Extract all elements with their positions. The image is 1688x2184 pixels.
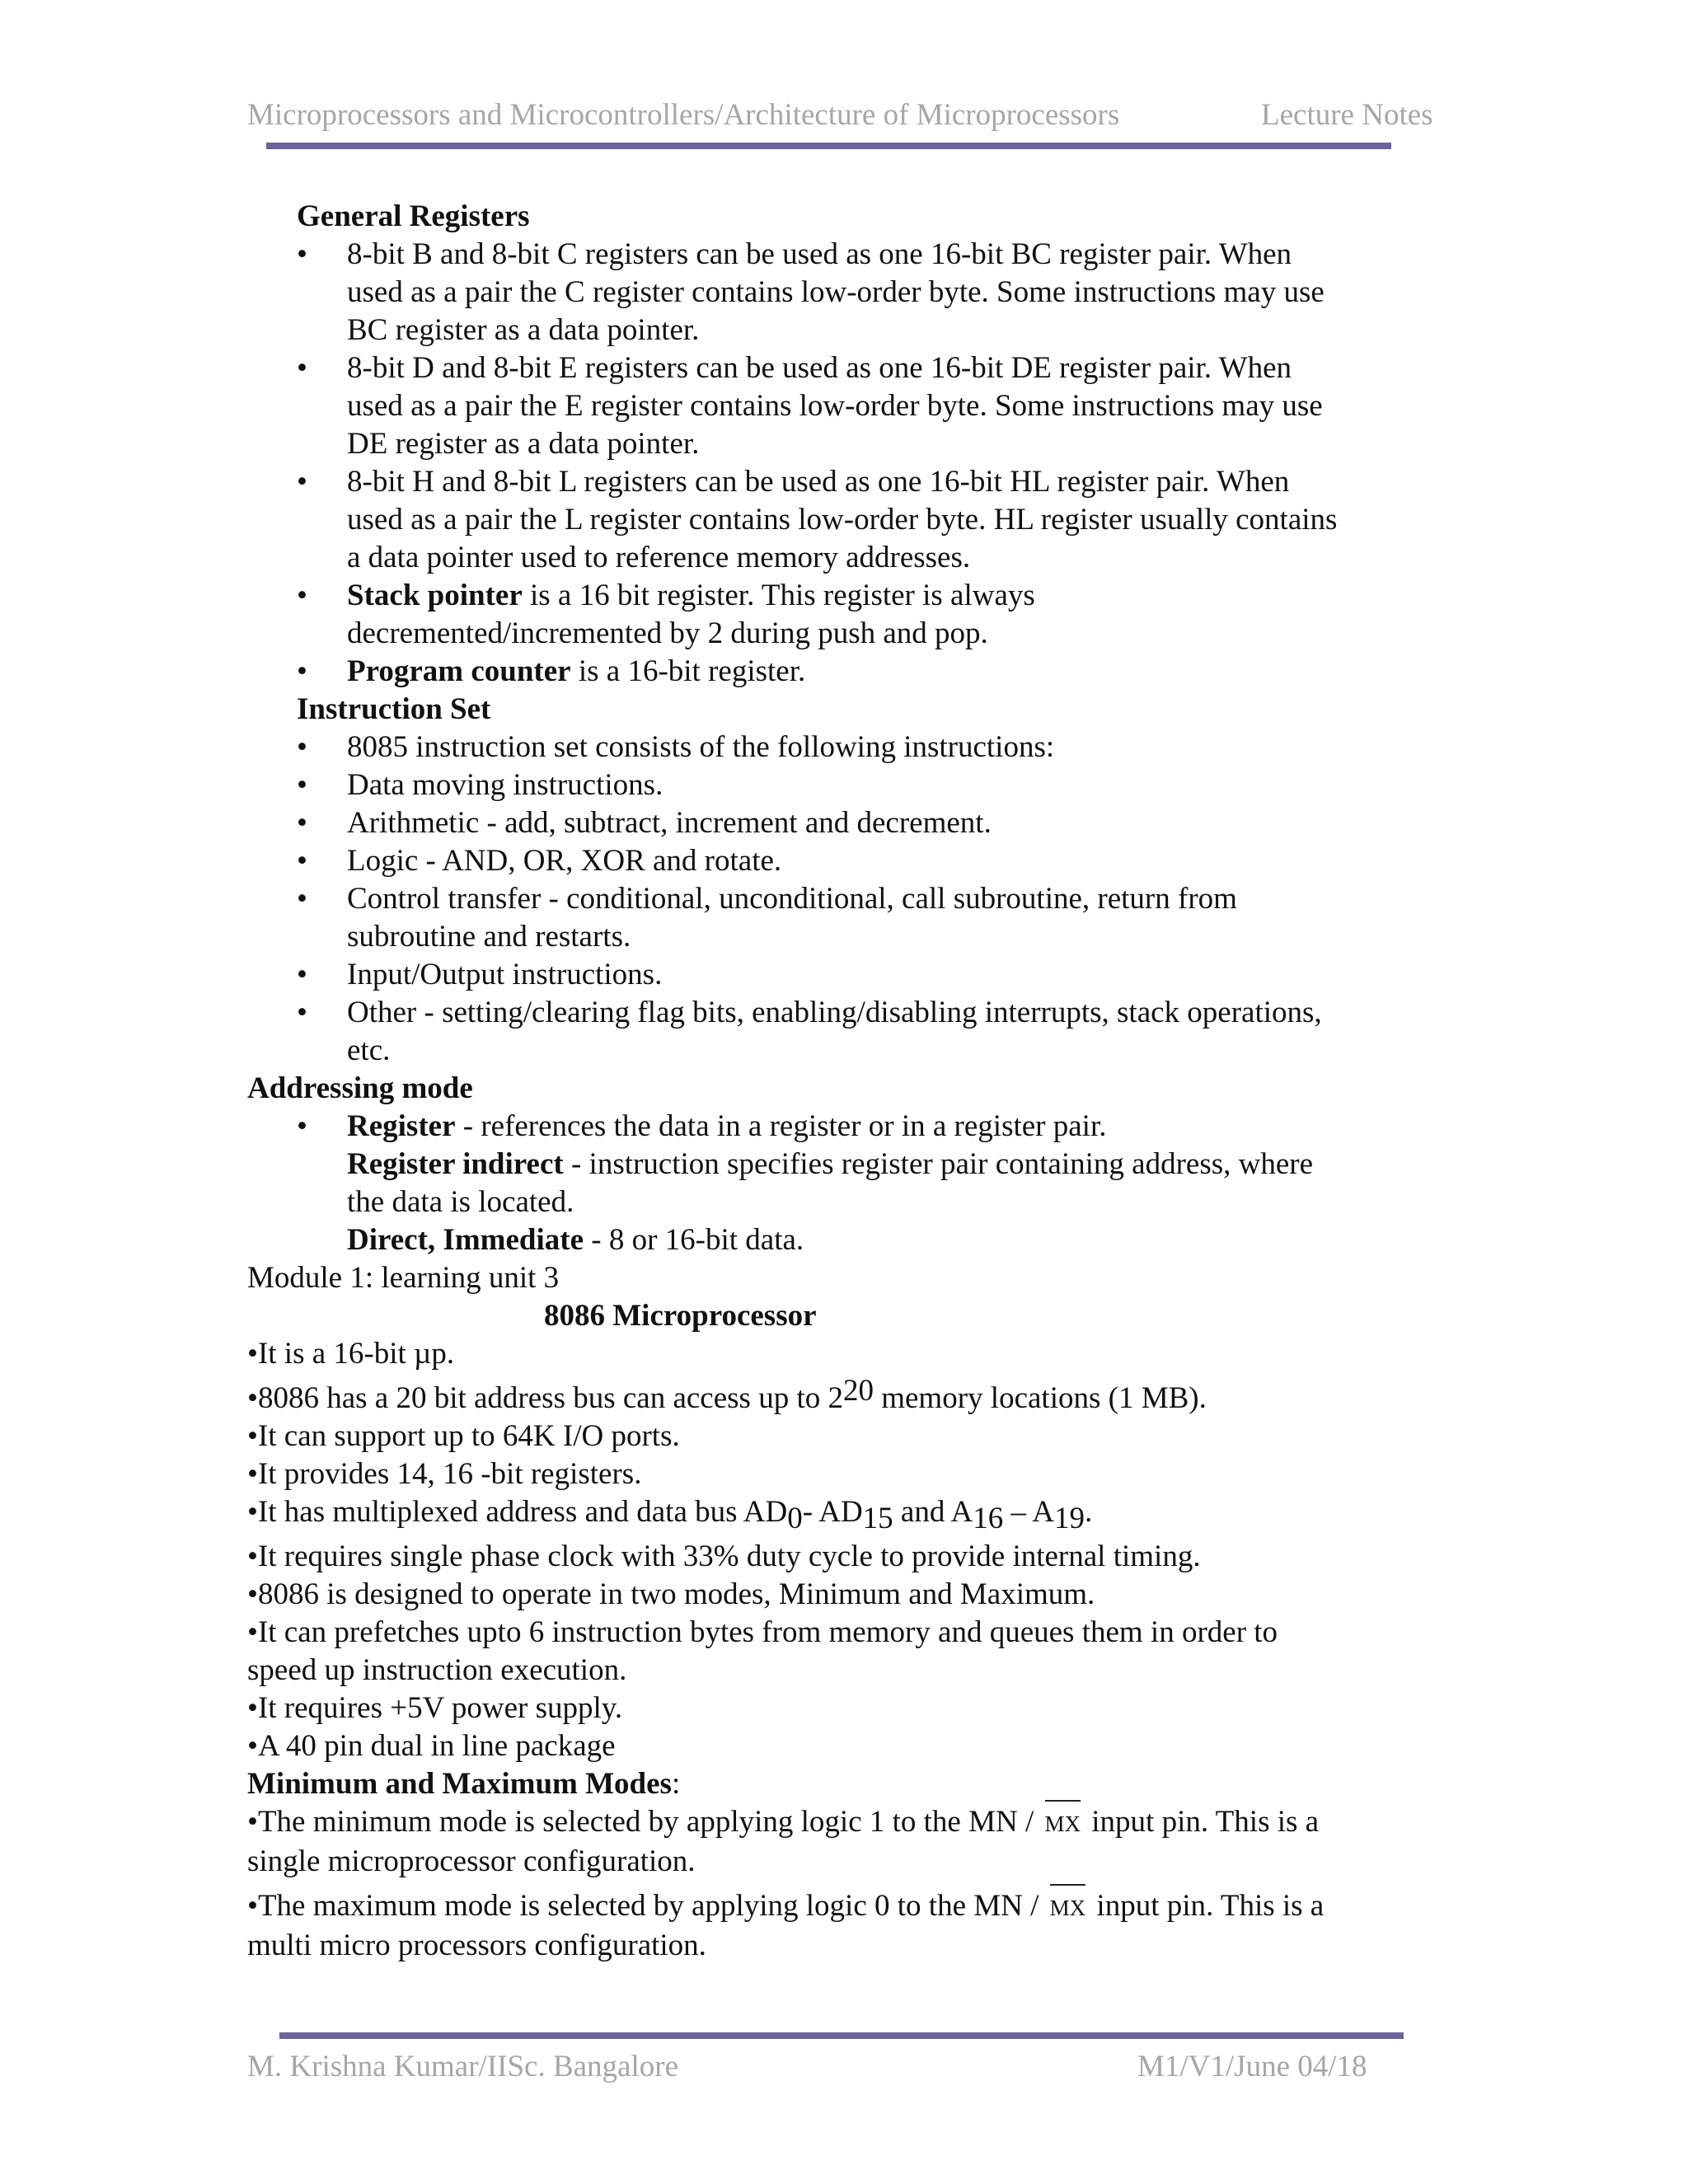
- bullet: •: [297, 996, 307, 1029]
- bullet: •: [297, 882, 307, 916]
- list-item: • Logic - AND, OR, XOR and rotate.: [247, 842, 1434, 880]
- paragraph: •8086 has a 20 bit address bus can access up to 220 memory locations (1 MB).: [247, 1374, 1207, 1415]
- paragraph-continuation: single microprocessor configuration.: [247, 1844, 696, 1878]
- list-item: • Control transfer - conditional, unconditional, call subroutine, return from: [247, 880, 1434, 918]
- module-line: Module 1: learning unit 3: [247, 1261, 560, 1295]
- addressing-mode-heading: Addressing mode: [247, 1071, 473, 1105]
- paragraph: •It has multiplexed address and data bus AD0- AD15 and A16 – A19.: [247, 1495, 1093, 1535]
- paragraph: •It can prefetches upto 6 instruction bytes from memory and queues them in order to: [247, 1615, 1278, 1649]
- paragraph-max-mode: •The maximum mode is selected by applying logic 0 to the MN / MX input pin. This is a: [247, 1887, 1434, 1927]
- list-item-continuation: the data is located.: [347, 1185, 574, 1219]
- bullet: •: [297, 768, 307, 802]
- list-item-stack-pointer: • Stack pointer is a 16 bit register. This register is always: [247, 577, 1434, 615]
- list-item-continuation: decremented/incremented by 2 during push and pop.: [347, 616, 988, 650]
- general-registers-heading: General Registers: [297, 199, 530, 233]
- mx-overline-label: MX: [1042, 1805, 1085, 1843]
- list-item-continuation: DE register as a data pointer.: [347, 427, 700, 461]
- bullet: •: [297, 1109, 307, 1143]
- bullet: •: [297, 806, 307, 840]
- paragraph: •A 40 pin dual in line package: [247, 1729, 616, 1763]
- bullet: •: [297, 237, 307, 271]
- list-item: • Other - setting/clearing flag bits, enabling/disabling interrupts, stack operations,: [247, 994, 1434, 1032]
- header-label: Lecture Notes: [1261, 98, 1433, 132]
- paragraph: •8086 is designed to operate in two modes, Minimum and Maximum.: [247, 1577, 1095, 1611]
- list-item-continuation: BC register as a data pointer.: [347, 313, 700, 347]
- instruction-set-heading: Instruction Set: [297, 692, 491, 726]
- list-item: • 8-bit D and 8-bit E registers can be used as one 16-bit DE register pair. When: [247, 349, 1434, 387]
- bullet: •: [297, 351, 307, 385]
- list-item: • 8-bit H and 8-bit L registers can be used as one 16-bit HL register pair. When: [247, 463, 1434, 501]
- footer-page-id: M1/V1/June 04/18: [1137, 2050, 1367, 2083]
- paragraph: •It requires single phase clock with 33% duty cycle to provide internal timing.: [247, 1540, 1201, 1573]
- bullet: •: [297, 730, 307, 764]
- list-item: • Data moving instructions.: [247, 766, 1434, 804]
- list-item-continuation: used as a pair the L register contains low-order byte. HL register usually contains: [347, 503, 1338, 537]
- paragraph: •It provides 14, 16 -bit registers.: [247, 1457, 642, 1491]
- modes-heading-line: Minimum and Maximum Modes:: [247, 1767, 681, 1801]
- paragraph-continuation: multi micro processors configuration.: [247, 1929, 706, 1962]
- section-title-8086: 8086 Microprocessor: [544, 1299, 817, 1333]
- list-item-continuation: used as a pair the C register contains low-order byte. Some instructions may use: [347, 275, 1325, 309]
- list-item: • Arithmetic - add, subtract, increment and decrement.: [247, 804, 1434, 842]
- bullet: •: [297, 579, 307, 612]
- list-item: • 8085 instruction set consists of the following instructions:: [247, 729, 1434, 766]
- list-item-continuation: used as a pair the E register contains low-order byte. Some instructions may use: [347, 389, 1323, 423]
- modes-heading: Minimum and Maximum Modes: [247, 1767, 672, 1801]
- paragraph: •It can support up to 64K I/O ports.: [247, 1419, 680, 1453]
- bullet: •: [297, 654, 307, 688]
- list-item-continuation: subroutine and restarts.: [347, 920, 631, 954]
- page-content: [247, 198, 1434, 1965]
- header-rule: [266, 143, 1391, 149]
- list-item: • Input/Output instructions.: [247, 956, 1434, 994]
- bullet: •: [297, 465, 307, 499]
- register-indirect-line: Register indirect - instruction specifies register pair containing address, where: [347, 1147, 1314, 1181]
- paragraph-min-mode: •The minimum mode is selected by applying logic 1 to the MN / MX input pin. This is a: [247, 1803, 1434, 1843]
- list-item-continuation: a data pointer used to reference memory addresses.: [347, 541, 971, 574]
- bullet: •: [297, 844, 307, 878]
- list-item-register: • Register - references the data in a register or in a register pair.: [247, 1108, 1434, 1146]
- list-item-program-counter: • Program counter is a 16-bit register.: [247, 653, 1434, 691]
- footer-rule: [279, 2032, 1404, 2039]
- paragraph: •It requires +5V power supply.: [247, 1691, 623, 1725]
- list-item: • 8-bit B and 8-bit C registers can be used as one 16-bit BC register pair. When: [247, 236, 1434, 274]
- mx-overline-label: MX: [1047, 1889, 1090, 1927]
- footer-author: M. Krishna Kumar/IISc. Bangalore: [247, 2050, 679, 2083]
- direct-immediate-line: Direct, Immediate - 8 or 16-bit data.: [347, 1223, 804, 1257]
- header-title: Microprocessors and Microcontrollers/Architecture of Microprocessors: [247, 98, 1120, 132]
- bullet: •: [297, 958, 307, 991]
- paragraph-continuation: speed up instruction execution.: [247, 1653, 627, 1687]
- list-item-continuation: etc.: [347, 1033, 391, 1067]
- paragraph: •It is a 16-bit µp.: [247, 1337, 455, 1371]
